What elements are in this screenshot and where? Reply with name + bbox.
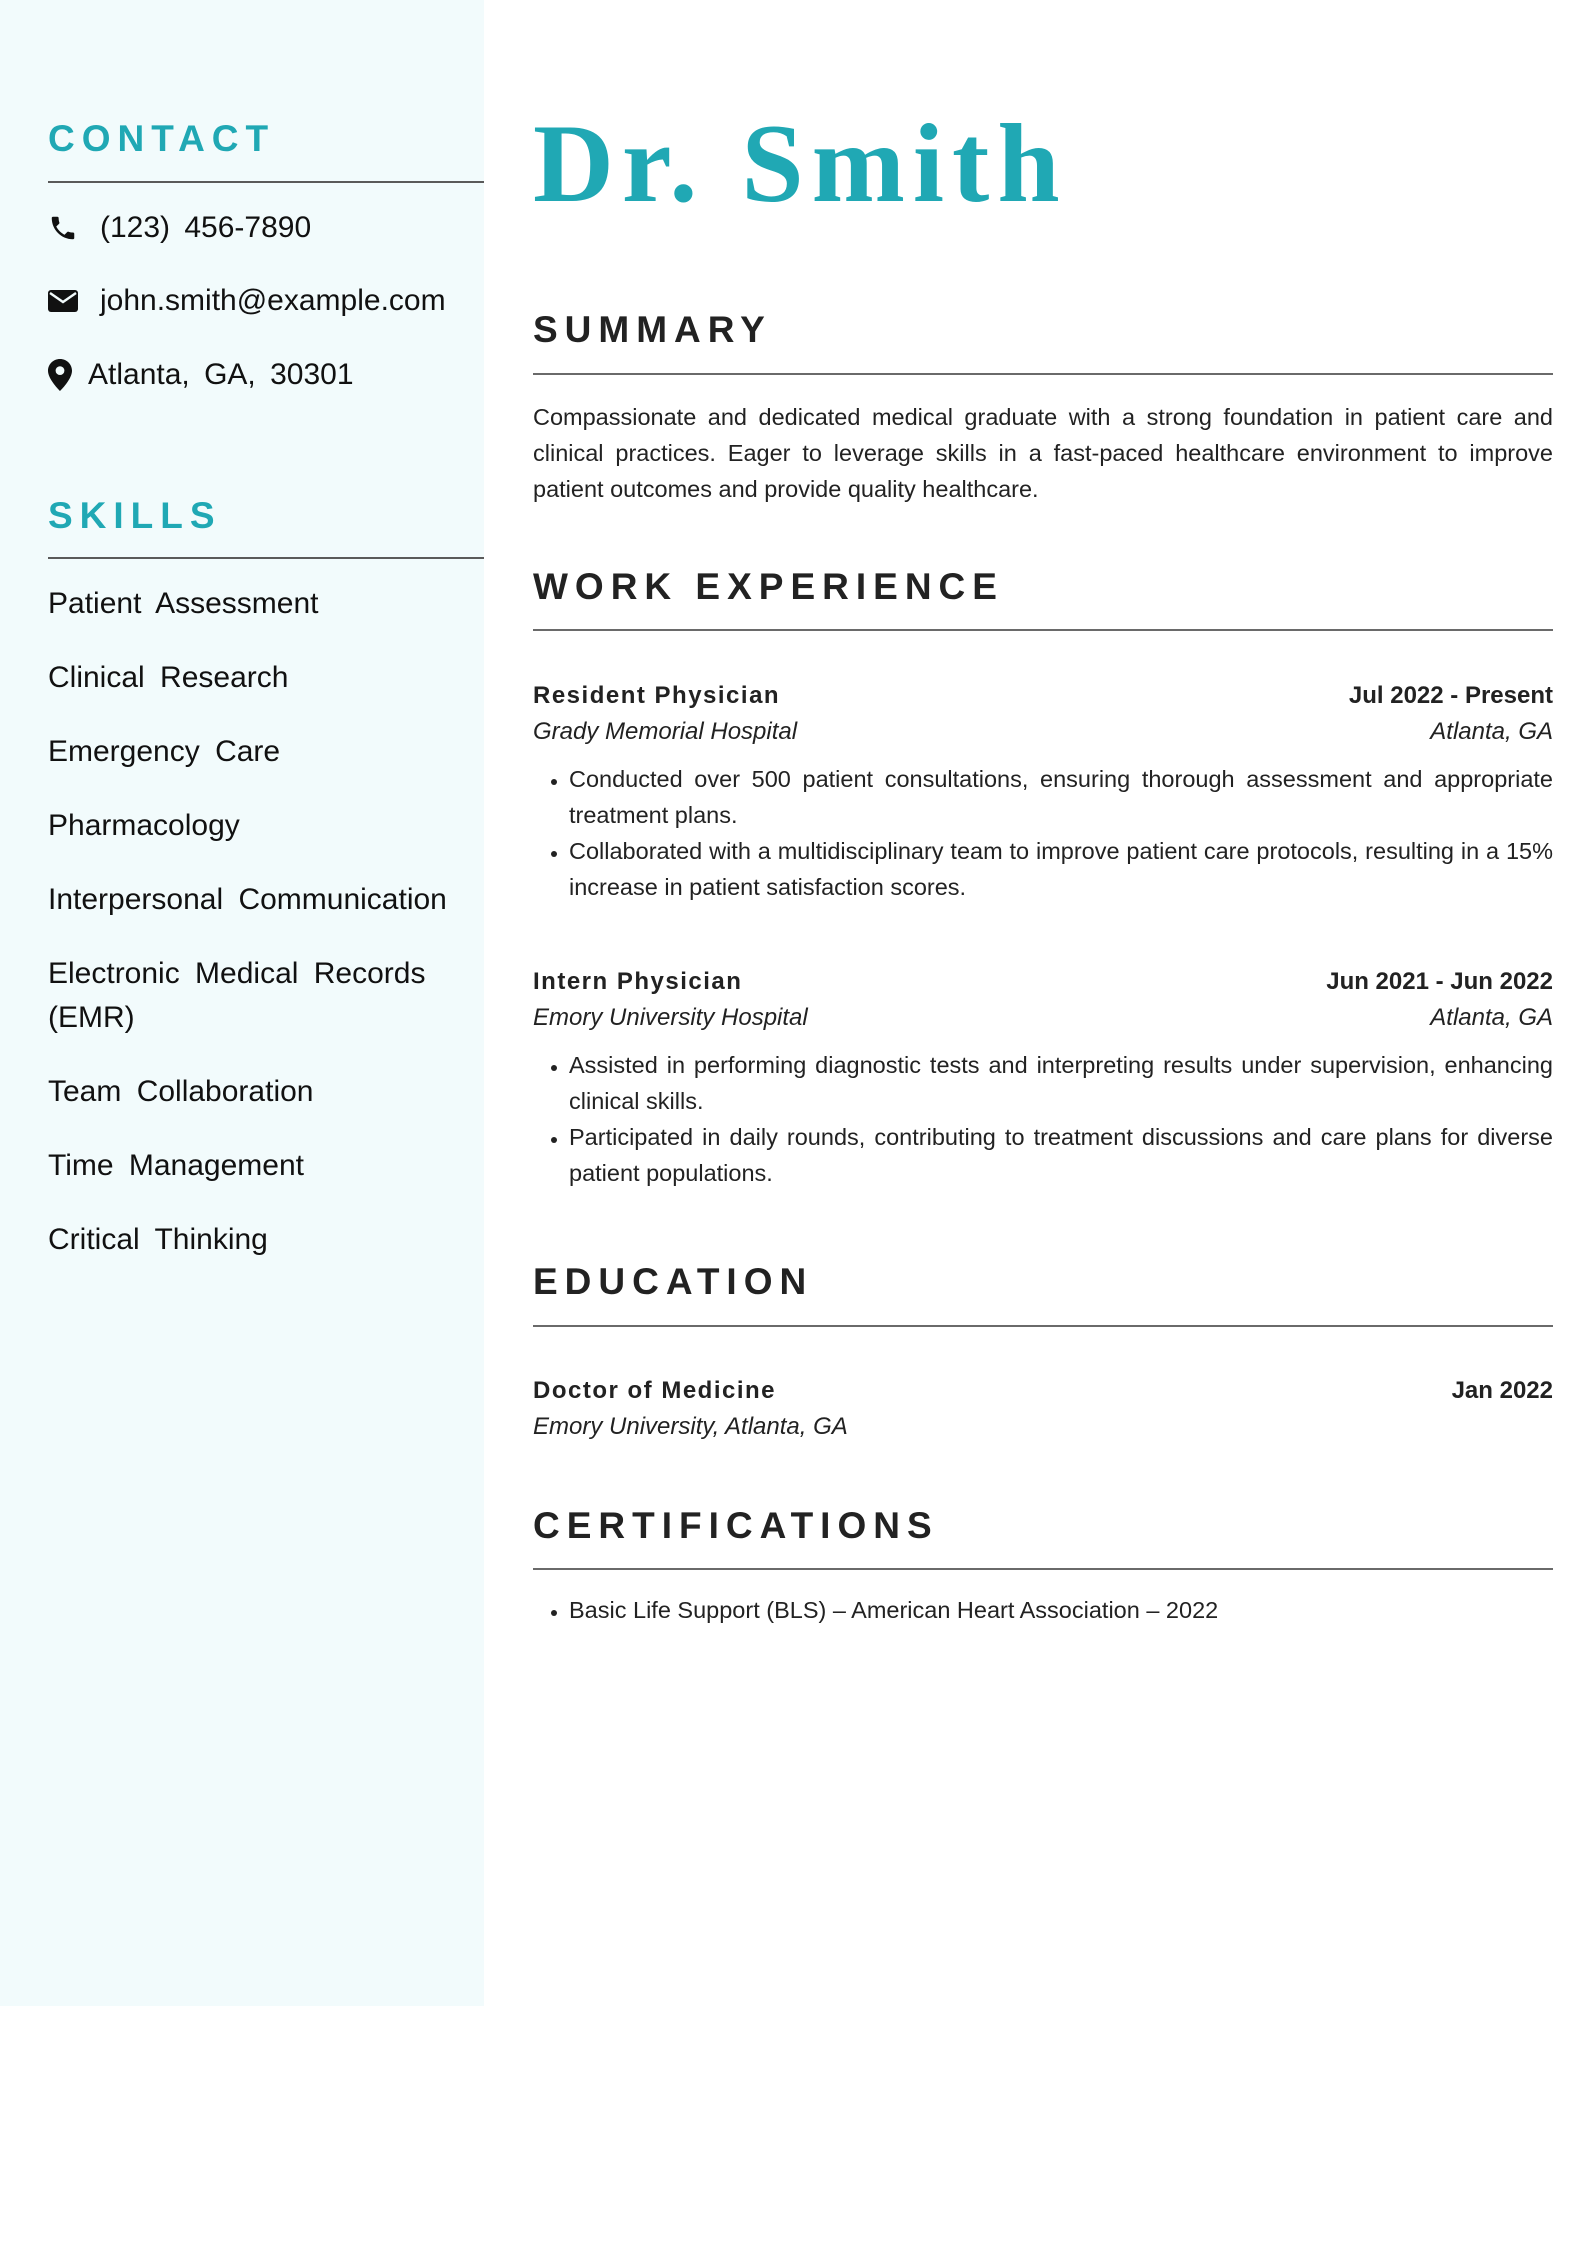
job-entry	[533, 964, 1553, 1191]
job-title: Resident Physician	[533, 682, 781, 709]
contact-phone	[48, 208, 311, 248]
job-bullet: • Assisted in performing diagnostic tests and interpreting results under supervision, enhancing clinical skills.	[569, 1047, 1553, 1119]
graduation-date: Jan 2022	[1451, 1377, 1553, 1404]
location-text: Atlanta, GA, 30301	[88, 358, 354, 391]
education-entry	[533, 1373, 1553, 1445]
job-bullet: • Participated in daily rounds, contributing to treatment discussions and care plans for diverse patient populations.	[569, 1119, 1553, 1191]
email-text[interactable]: john.smith@example.com	[100, 284, 446, 317]
sidebar	[0, 0, 484, 2006]
skill-item: Patient Assessment	[48, 587, 319, 620]
skill-item: Time Management	[48, 1149, 304, 1182]
certifications-divider	[533, 1568, 1553, 1570]
skill-item: Team Collaboration	[48, 1075, 314, 1108]
skill-item: Electronic Medical Records (EMR)	[48, 957, 426, 1034]
phone-text[interactable]: (123) 456-7890	[100, 211, 312, 244]
contact-location	[48, 355, 354, 395]
skill-item: Critical Thinking	[48, 1223, 268, 1256]
job-entry	[533, 678, 1553, 905]
envelope-icon	[48, 289, 78, 313]
job-organization: Grady Memorial Hospital	[533, 718, 798, 745]
skill-item: Interpersonal Communication	[48, 883, 447, 916]
job-dates: Jun 2021 - Jun 2022	[1326, 968, 1553, 995]
map-pin-icon	[48, 359, 72, 391]
education-divider	[533, 1325, 1553, 1327]
summary-divider	[533, 373, 1553, 375]
skill-item: Emergency Care	[48, 735, 281, 768]
summary-heading: SUMMARY	[533, 309, 772, 350]
skill-item: Pharmacology	[48, 809, 240, 842]
summary-text: Compassionate and dedicated medical graduate with a strong foundation in patient care and clinical practices. Eager to leverage skills in a fast-paced healthcare environment to improve patient outcomes and provide quality healthcare.	[533, 404, 1553, 502]
candidate-name: Dr. Smith	[533, 102, 1068, 226]
certification-item: • Basic Life Support (BLS) – American Heart Association – 2022	[569, 1592, 1553, 1628]
contact-email	[48, 281, 446, 321]
school-name: Emory University, Atlanta, GA	[533, 1413, 848, 1440]
job-bullet: • Collaborated with a multidisciplinary team to improve patient care protocols, resulting in a 15% increase in patient satisfaction scores.	[569, 833, 1553, 905]
certifications-heading: CERTIFICATIONS	[533, 1505, 939, 1546]
job-location: Atlanta, GA	[1430, 718, 1553, 745]
work-experience-divider	[533, 629, 1553, 631]
job-bullet: • Conducted over 500 patient consultations, ensuring thorough assessment and appropriate treatment plans.	[569, 761, 1553, 833]
skills-heading: SKILLS	[48, 495, 222, 536]
skills-list	[48, 582, 448, 1292]
job-bullets	[533, 761, 1553, 905]
certifications-list	[533, 1592, 1553, 1628]
contact-divider	[48, 181, 484, 183]
job-title: Intern Physician	[533, 968, 743, 995]
education-heading: EDUCATION	[533, 1261, 814, 1302]
job-dates: Jul 2022 - Present	[1348, 682, 1553, 709]
job-organization: Emory University Hospital	[533, 1004, 808, 1031]
degree-title: Doctor of Medicine	[533, 1377, 777, 1404]
work-experience-heading: WORK EXPERIENCE	[533, 566, 1004, 607]
skills-divider	[48, 557, 484, 559]
phone-icon	[48, 213, 78, 243]
job-bullets	[533, 1047, 1553, 1191]
skill-item: Clinical Research	[48, 661, 289, 694]
contact-heading: CONTACT	[48, 118, 276, 159]
job-location: Atlanta, GA	[1430, 1004, 1553, 1031]
